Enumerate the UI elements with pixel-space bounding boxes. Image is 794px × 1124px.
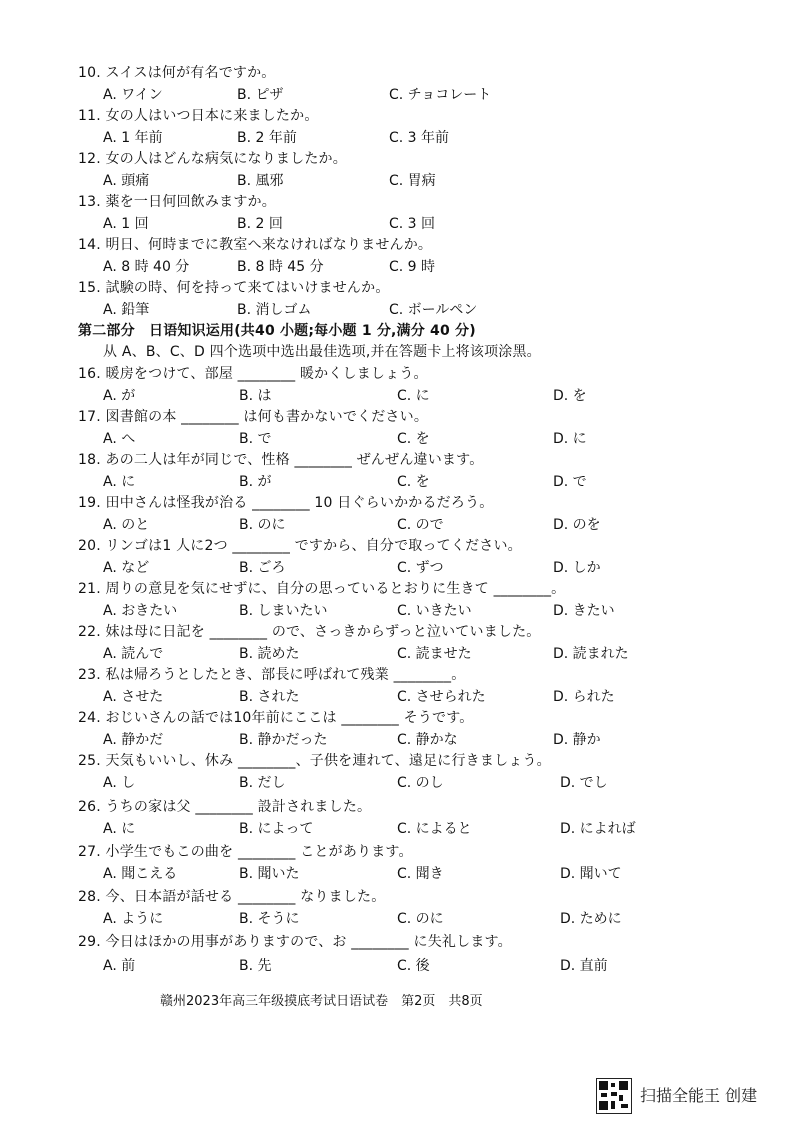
section-2-instruction: 从 A、B、C、D 四个选项中选出最佳选项,并在答题卡上将该项涂黑。	[103, 344, 541, 360]
q19-option-b: B. のに	[239, 517, 286, 533]
q23-option-b: B. された	[239, 689, 300, 705]
question-stem-15: 15. 試験の時、何を持って来てはいけませんか。	[78, 280, 390, 296]
question-stem-10: 10. スイスは何が有名ですか。	[78, 65, 276, 81]
q11-option-a: A. 1 年前	[103, 130, 163, 146]
q28-option-b: B. そうに	[239, 911, 300, 927]
q16-option-c: C. に	[397, 388, 430, 404]
q25-option-b: B. だし	[239, 775, 286, 791]
q11-option-b: B. 2 年前	[237, 130, 297, 146]
scanner-watermark	[596, 1078, 776, 1114]
question-stem-27: 27. 小学生でもこの曲を ________ ことがあります。	[78, 844, 413, 860]
q23-option-a: A. させた	[103, 689, 164, 705]
q22-option-b: B. 読めた	[239, 646, 300, 662]
q14-option-a: A. 8 時 40 分	[103, 259, 190, 275]
q12-option-b: B. 風邪	[237, 173, 284, 189]
question-stem-28: 28. 今、日本語が話せる ________ なりました。	[78, 889, 386, 905]
q29-option-a: A. 前	[103, 958, 136, 974]
q21-option-c: C. いきたい	[397, 603, 472, 619]
question-stem-12: 12. 女の人はどんな病気になりましたか。	[78, 151, 347, 167]
q17-option-d: D. に	[553, 431, 587, 447]
q20-option-c: C. ずつ	[397, 560, 444, 576]
section-2-title: 第二部分 日语知识运用(共40 小题;每小题 1 分,满分 40 分)	[78, 323, 476, 339]
q14-option-c: C. 9 時	[389, 259, 436, 275]
q12-option-a: A. 頭痛	[103, 173, 150, 189]
q20-option-d: D. しか	[553, 560, 601, 576]
q24-option-d: D. 静か	[553, 732, 601, 748]
question-stem-14: 14. 明日、何時までに教室へ来なければなりませんか。	[78, 237, 433, 253]
q16-option-d: D. を	[553, 388, 587, 404]
q24-option-c: C. 静かな	[397, 732, 458, 748]
question-stem-20: 20. リンゴは1 人に2つ ________ ですから、自分で取ってください。	[78, 538, 522, 554]
q26-option-d: D. によれば	[560, 821, 636, 837]
q10-option-a: A. ワイン	[103, 87, 163, 103]
q26-option-c: C. によると	[397, 821, 472, 837]
q10-option-b: B. ピザ	[237, 87, 284, 103]
q20-option-b: B. ごろ	[239, 560, 286, 576]
question-stem-11: 11. 女の人はいつ日本に来ましたか。	[78, 108, 319, 124]
question-stem-13: 13. 薬を一日何回飲みますか。	[78, 194, 276, 210]
q28-option-a: A. ように	[103, 911, 164, 927]
q15-option-a: A. 鉛筆	[103, 302, 150, 318]
question-stem-26: 26. うちの家は父 ________ 設計されました。	[78, 799, 372, 815]
q23-option-c: C. させられた	[397, 689, 486, 705]
q14-option-b: B. 8 時 45 分	[237, 259, 324, 275]
q17-option-b: B. で	[239, 431, 272, 447]
q18-option-a: A. に	[103, 474, 136, 490]
q26-option-a: A. に	[103, 821, 136, 837]
q29-option-b: B. 先	[239, 958, 272, 974]
q17-option-a: A. へ	[103, 431, 136, 447]
question-stem-21: 21. 周りの意見を気にせずに、自分の思っているとおりに生きて ________。	[78, 581, 566, 597]
q16-option-a: A. が	[103, 388, 136, 404]
q17-option-c: C. を	[397, 431, 430, 447]
question-stem-25: 25. 天気もいいし、休み ________、子供を連れて、遠足に行きましょう。	[78, 753, 551, 769]
q29-option-d: D. 直前	[560, 958, 608, 974]
q22-option-c: C. 読ませた	[397, 646, 472, 662]
q16-option-b: B. は	[239, 388, 272, 404]
question-stem-23: 23. 私は帰ろうとしたとき、部長に呼ばれて残業 ________。	[78, 667, 466, 683]
q11-option-c: C. 3 年前	[389, 130, 450, 146]
q23-option-d: D. られた	[553, 689, 615, 705]
q19-option-a: A. のと	[103, 517, 150, 533]
q22-option-d: D. 読まれた	[553, 646, 629, 662]
q13-option-a: A. 1 回	[103, 216, 149, 232]
q19-option-c: C. ので	[397, 517, 444, 533]
question-stem-18: 18. あの二人は年が同じで、性格 ________ ぜんぜん違います。	[78, 452, 484, 468]
question-stem-19: 19. 田中さんは怪我が治る ________ 10 日ぐらいかかるだろう。	[78, 495, 494, 511]
q18-option-c: C. を	[397, 474, 430, 490]
q24-option-b: B. 静かだった	[239, 732, 328, 748]
q22-option-a: A. 読んで	[103, 646, 164, 662]
q21-option-d: D. きたい	[553, 603, 615, 619]
question-stem-29: 29. 今日はほかの用事がありますので、お ________ に失礼します。	[78, 934, 512, 950]
q27-option-a: A. 聞こえる	[103, 866, 178, 882]
q10-option-c: C. チョコレート	[389, 87, 492, 103]
watermark-text: 扫描全能王 创建	[640, 1086, 758, 1105]
q27-option-d: D. 聞いて	[560, 866, 622, 882]
q25-option-a: A. し	[103, 775, 136, 791]
q18-option-d: D. で	[553, 474, 587, 490]
q13-option-c: C. 3 回	[389, 216, 436, 232]
question-stem-17: 17. 図書館の本 ________ は何も書かないでください。	[78, 409, 429, 425]
q12-option-c: C. 胃病	[389, 173, 436, 189]
q13-option-b: B. 2 回	[237, 216, 283, 232]
page-footer: 赣州2023年高三年级摸底考试日语试卷 第2页 共8页	[160, 994, 483, 1009]
q20-option-a: A. など	[103, 560, 150, 576]
q27-option-b: B. 聞いた	[239, 866, 300, 882]
q27-option-c: C. 聞き	[397, 866, 444, 882]
q21-option-b: B. しまいたい	[239, 603, 328, 619]
q24-option-a: A. 静かだ	[103, 732, 164, 748]
qr-code-icon	[596, 1078, 632, 1114]
q28-option-d: D. ために	[560, 911, 622, 927]
q18-option-b: B. が	[239, 474, 272, 490]
q19-option-d: D. のを	[553, 517, 601, 533]
question-stem-16: 16. 暖房をつけて、部屋 ________ 暖かくしましょう。	[78, 366, 428, 382]
q21-option-a: A. おきたい	[103, 603, 178, 619]
q29-option-c: C. 後	[397, 958, 430, 974]
q26-option-b: B. によって	[239, 821, 314, 837]
question-stem-22: 22. 妹は母に日記を ________ ので、さっきからずっと泣いていました。	[78, 624, 541, 640]
q15-option-c: C. ボールペン	[389, 302, 478, 318]
q15-option-b: B. 消しゴム	[237, 302, 312, 318]
q25-option-c: C. のし	[397, 775, 444, 791]
q25-option-d: D. でし	[560, 775, 608, 791]
q28-option-c: C. のに	[397, 911, 444, 927]
question-stem-24: 24. おじいさんの話では10年前にここは ________ そうです。	[78, 710, 474, 726]
